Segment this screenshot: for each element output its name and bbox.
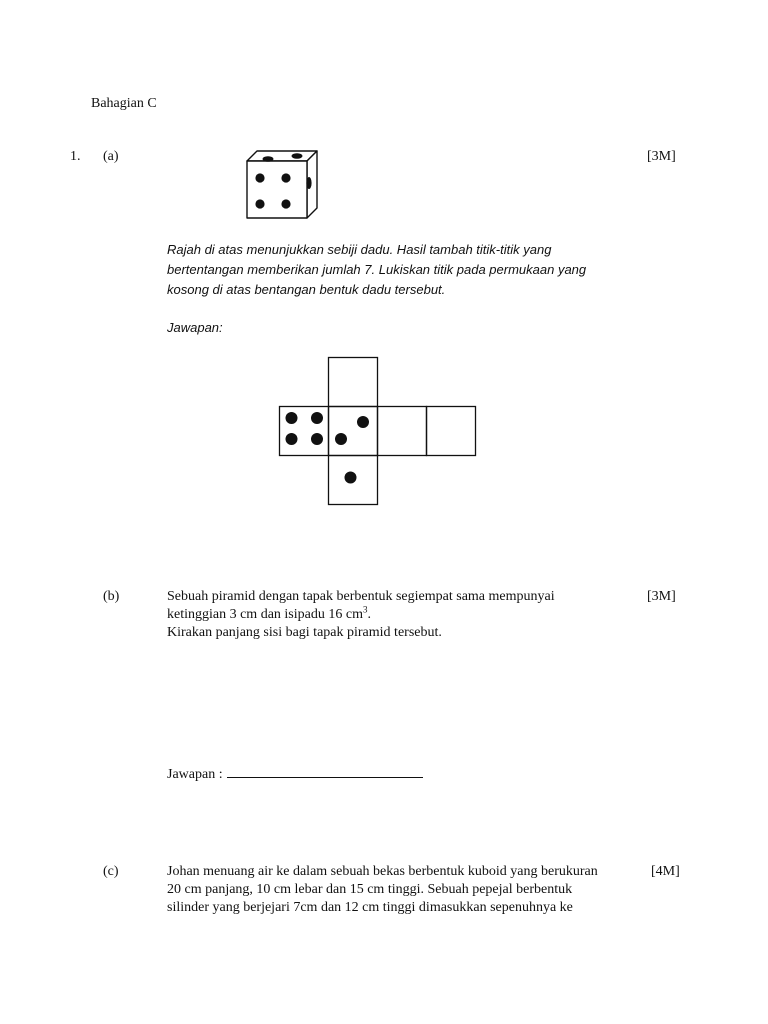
die-illustration: [246, 150, 320, 222]
net-dot: [286, 433, 298, 445]
die-front-dot: [281, 199, 290, 208]
die-front-dot: [255, 199, 264, 208]
part-b-label: (b): [103, 589, 120, 604]
part-b-answer-line[interactable]: [227, 763, 423, 778]
part-c-marks: [4M]: [651, 864, 680, 879]
part-b-line2-text: ketinggian 3 cm dan isipadu 16 cm: [167, 607, 363, 622]
die-front-dot: [255, 173, 264, 182]
die-net: [279, 357, 477, 507]
die-side-dot: [306, 177, 311, 189]
part-c-line: Johan menuang air ke dalam sebuah bekas berbentuk kuboid yang berukuran: [167, 864, 598, 879]
part-b-line: [167, 606, 637, 624]
net-face-top[interactable]: [329, 358, 378, 407]
net-dot: [286, 412, 298, 424]
part-a-label: (a): [103, 149, 119, 164]
net-dot: [311, 433, 323, 445]
part-c-line: silinder yang berjejari 7cm dan 12 cm tinggi dimasukkan sepenuhnya ke: [167, 900, 573, 915]
part-c-question: [167, 863, 637, 917]
part-b-line2-end: .: [367, 607, 371, 622]
net-dot: [345, 472, 357, 484]
part-b-question: [167, 588, 637, 642]
die-top-dot: [263, 156, 274, 162]
die-top-dot: [292, 153, 303, 159]
die-front-dot: [281, 173, 290, 182]
part-b-line: Kirakan panjang sisi bagi tapak piramid tersebut.: [167, 625, 442, 640]
net-face-right-1[interactable]: [378, 407, 427, 456]
net-face-center[interactable]: [329, 407, 378, 456]
die-top-face: [247, 151, 317, 161]
net-dot: [357, 416, 369, 428]
unit-superscript: 3: [362, 604, 368, 615]
part-b-line: Sebuah piramid dengan tapak berbentuk segiempat sama mempunyai: [167, 589, 555, 604]
part-b-marks: [3M]: [647, 589, 676, 604]
die-front-face: [247, 161, 307, 218]
part-a-line: bertentangan memberikan jumlah 7. Lukiskan titik pada permukaan yang: [167, 262, 587, 277]
part-c-label: (c): [103, 864, 119, 879]
part-c-line: 20 cm panjang, 10 cm lebar dan 15 cm tinggi. Sebuah pepejal berbentuk: [167, 882, 573, 897]
part-a-marks: [3M]: [647, 149, 676, 164]
part-b-answer-label: Jawapan :: [167, 767, 223, 782]
part-a-line: Rajah di atas menunjukkan sebiji dadu. Hasil tambah titik-titik yang: [167, 242, 552, 257]
part-a-line: kosong di atas bentangan bentuk dadu tersebut.: [167, 282, 446, 297]
section-title: Bahagian C: [91, 96, 157, 111]
net-face-right-2[interactable]: [427, 407, 476, 456]
net-dot: [335, 433, 347, 445]
part-a-instructions: [167, 240, 637, 300]
question-number: 1.: [70, 149, 81, 164]
net-dot: [311, 412, 323, 424]
part-b-answer: [167, 763, 423, 784]
part-a-answer-label: Jawapan:: [167, 320, 223, 335]
